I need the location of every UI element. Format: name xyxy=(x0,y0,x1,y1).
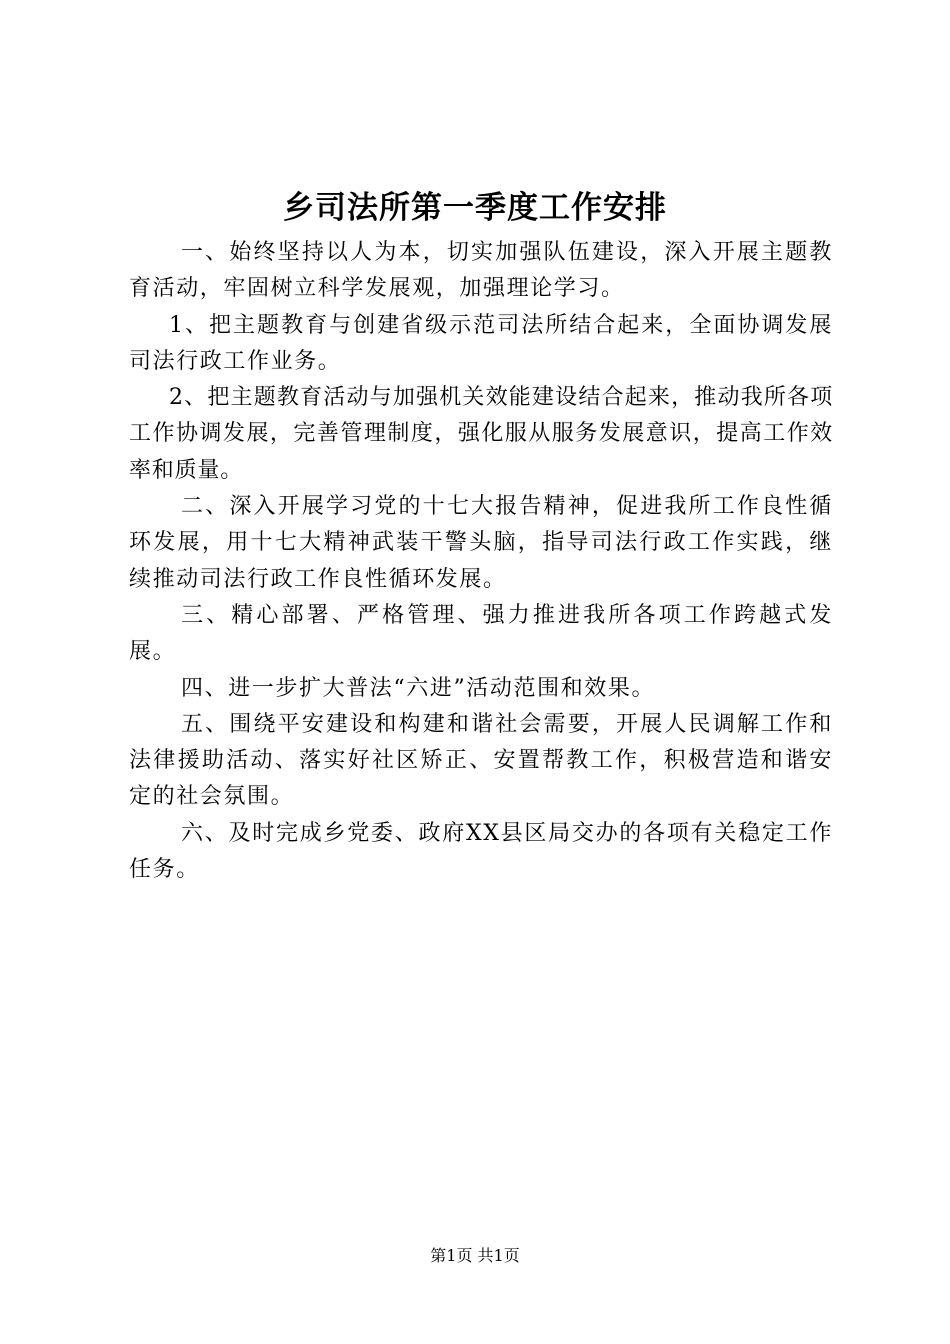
paragraph-8: 六、及时完成乡党委、政府XX县区局交办的各项有关稳定工作任务。 xyxy=(129,820,833,883)
page-footer: 第1页 共1页 xyxy=(430,1246,520,1265)
paragraph-6: 四、进一步扩大普法“六进”活动范围和效果。 xyxy=(181,675,656,701)
document-title: 乡司法所第一季度工作安排 xyxy=(283,190,667,226)
paragraph-1: 一、始终坚持以人为本，切实加强队伍建设，深入开展主题教育活动，牢固树立科学发展观，加强理论学习。 xyxy=(129,240,833,302)
paragraph-4: 二、深入开展学习党的十七大报告精神，促进我所工作良性循环发展，用十七大精神武装干警头脑，指导司法行政工作实践，继续推动司法行政工作良性循环发展。 xyxy=(129,494,833,592)
paragraph-2: 1、把主题教育与创建省级示范司法所结合起来，全面协调发展司法行政工作业务。 xyxy=(129,312,833,374)
document-body xyxy=(129,235,833,888)
paragraph-3: 2、把主题教育活动与加强机关效能建设结合起来，推动我所各项工作协调发展，完善管理制度，强化服从服务发展意识，提高工作效率和质量。 xyxy=(129,385,833,483)
paragraph-5: 三、精心部署、严格管理、强力推进我所各项工作跨越式发展。 xyxy=(129,602,833,665)
paragraph-7: 五、围绕平安建设和构建和谐社会需要，开展人民调解工作和法律援助活动、落实好社区矫正、安置帮教工作，积极营造和谐安定的社会氛围。 xyxy=(129,711,833,810)
